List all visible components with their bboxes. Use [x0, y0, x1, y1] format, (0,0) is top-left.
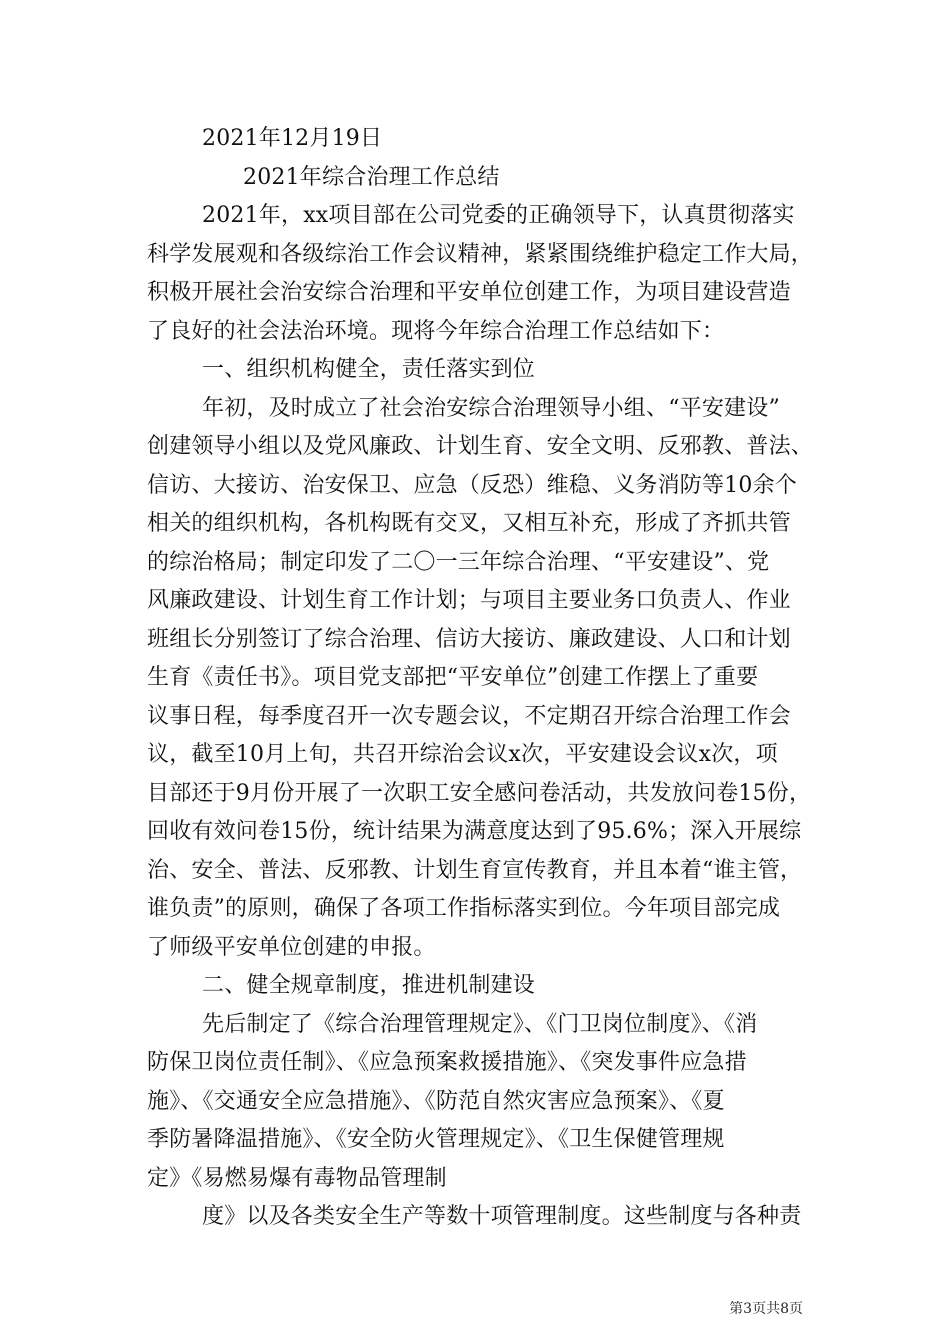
page-number: 第3页共8页 [729, 1301, 803, 1317]
section-1-line: 回收有效问卷15份，统计结果为满意度达到了95.6%；深入开展综 [147, 819, 802, 844]
section-1-line: 治、安全、普法、反邪教、计划生育宣传教育，并且本着“谁主管， [147, 857, 803, 883]
document-body [147, 120, 837, 1237]
section-1-line: 目部还于9月份开展了一次职工安全感问卷活动，共发放问卷15份， [147, 780, 812, 806]
section-1-line: 了师级平安单位创建的申报。 [147, 934, 436, 960]
section-2-continuation: 度》以及各类安全生产等数十项管理制度。这些制度与各种责 [202, 1204, 802, 1229]
section-2-line: 季防暑降温措施》、《安全防火管理规定》、《卫生保健管理规 [147, 1127, 725, 1152]
section-2-line: 定》《易燃易爆有毒物品管理制 [147, 1165, 447, 1191]
section-1-line: 议，截至10月上旬，共召开综治会议x次，平安建设会议x次，项 [147, 742, 778, 767]
section-1-line: 班组长分别签订了综合治理、信访大接访、廉政建设、人口和计划 [147, 626, 791, 652]
intro-line: 积极开展社会治安综合治理和平安单位创建工作，为项目建设营造 [147, 280, 791, 305]
intro-line: 科学发展观和各级综治工作会议精神，紧紧围绕维护稳定工作大局， [147, 241, 814, 267]
section-1-heading: 一、组织机构健全，责任落实到位 [202, 357, 536, 382]
intro-line: 2021年，xx项目部在公司党委的正确领导下，认真贯彻落实 [202, 203, 795, 228]
section-1-line: 创建领导小组以及党风廉政、计划生育、安全文明、反邪教、普法、 [147, 434, 814, 459]
section-2-line: 防保卫岗位责任制》、《应急预案救援措施》、《突发事件应急措 [147, 1050, 747, 1075]
section-1-line: 年初，及时成立了社会治安综合治理领导小组、“平安建设” [202, 395, 780, 421]
section-2-heading: 二、健全规章制度，推进机制建设 [202, 973, 536, 998]
section-1-line: 谁负责”的原则，确保了各项工作指标落实到位。今年项目部完成 [147, 896, 781, 921]
section-1-line: 信访、大接访、治安保卫、应急（反恐）维稳、义务消防等10余个 [147, 472, 797, 498]
section-1-line: 的综治格局；制定印发了二〇一三年综合治理、“平安建设”、党 [147, 549, 770, 575]
section-1-line: 风廉政建设、计划生育工作计划；与项目主要业务口负责人、作业 [147, 588, 791, 613]
section-1-line: 议事日程，每季度召开一次专题会议，不定期召开综合治理工作会 [147, 703, 791, 729]
section-1-line: 相关的组织机构，各机构既有交叉，又相互补充，形成了齐抓共管 [147, 511, 791, 536]
intro-line: 了良好的社会法治环境。现将今年综合治理工作总结如下： [147, 318, 725, 344]
document-title: 2021年综合治理工作总结 [243, 164, 500, 190]
section-2-line: 施》、《交通安全应急措施》、《防范自然灾害应急预案》、《夏 [147, 1088, 725, 1114]
section-2-line: 先后制定了《综合治理管理规定》、《门卫岗位制度》、《消 [202, 1011, 758, 1037]
section-1-line: 生育《责任书》。项目党支部把“平安单位”创建工作摆上了重要 [147, 665, 759, 690]
document-date: 2021年12月19日 [202, 126, 383, 151]
